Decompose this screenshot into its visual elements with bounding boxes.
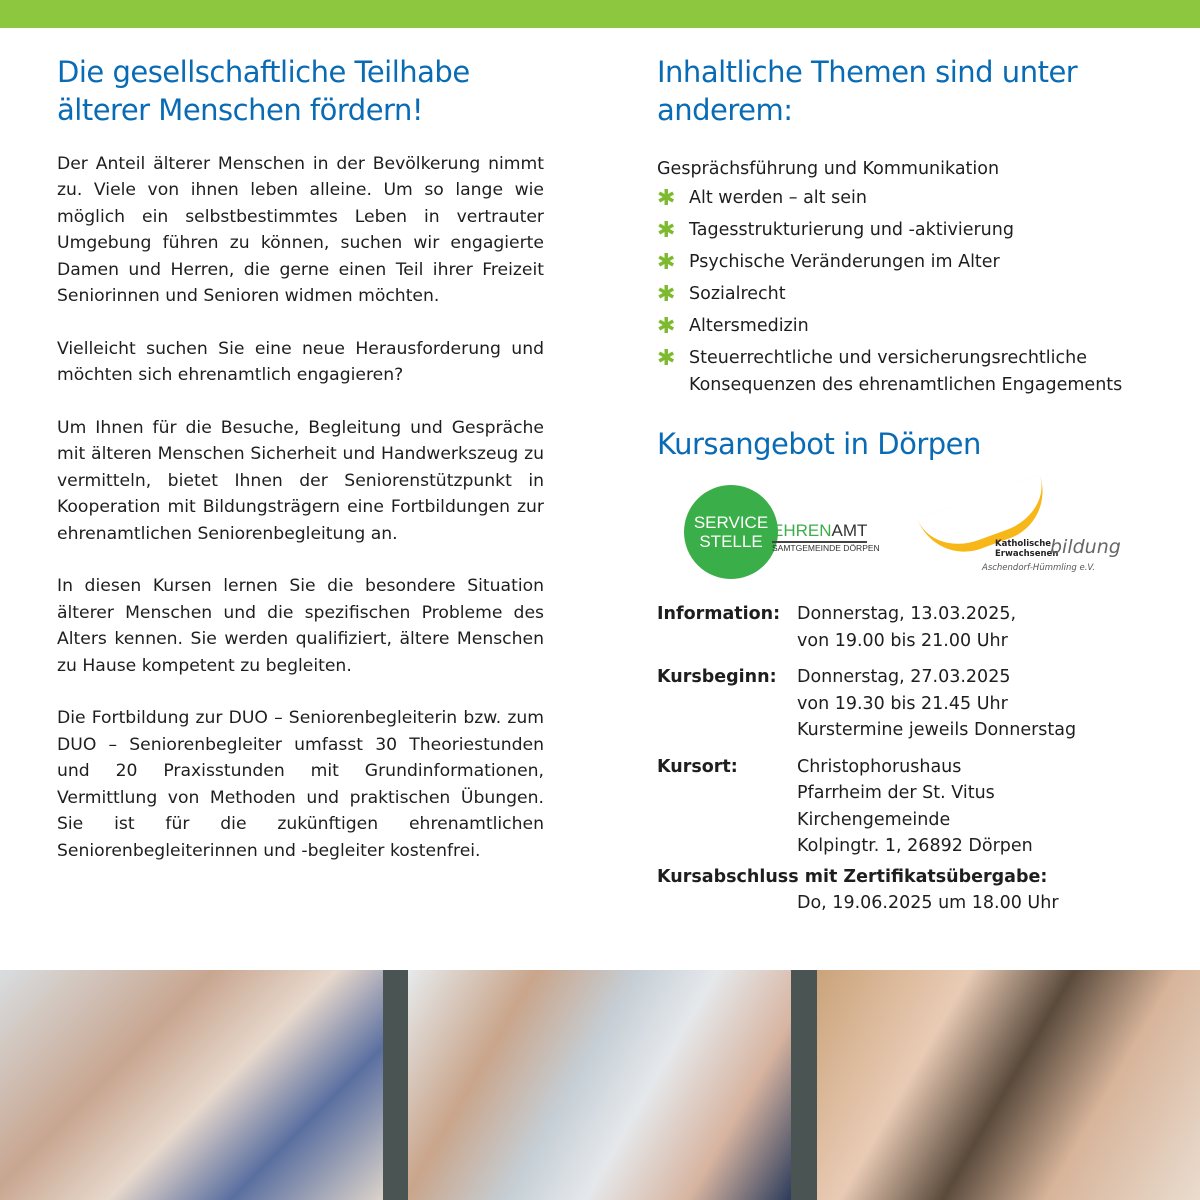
asterisk-icon: ✱	[657, 314, 676, 339]
logo-text: SERVICE	[693, 513, 769, 532]
asterisk-icon: ✱	[657, 346, 676, 371]
topic-text: Sozialrecht	[689, 284, 786, 304]
list-item	[657, 345, 1137, 399]
topic-text: Steuerrechtliche und versicherungsrechtliche Konsequenzen des ehrenamtlichen Engagements	[689, 348, 1123, 395]
info-line: von 19.30 bis 21.45 Uhr	[797, 693, 1008, 714]
info-value	[797, 601, 1137, 654]
paragraph: Um Ihnen für die Besuche, Begleitung und Gespräche mit älteren Menschen Sicherheit und Handwerkszeug zu vermitteln, bietet Ihnen der Seniorenstützpunkt in Kooperation mit Bildungsträgern eine Fortbildungen zur ehrenamtlichen Seniorenbegleitung an.	[57, 418, 544, 544]
list-item	[657, 281, 1137, 308]
logo-text: STELLE	[699, 532, 763, 551]
photo-senior-with-young-woman	[817, 970, 1200, 1200]
right-column	[657, 53, 1137, 917]
keb-logo	[922, 481, 1122, 581]
paragraph: Vielleicht suchen Sie eine neue Herausforderung und möchten sich ehrenamtlich engagieren?	[57, 338, 544, 386]
asterisk-icon: ✱	[657, 218, 676, 243]
partner-logos	[657, 481, 1137, 581]
photo-seniors-smartphone	[0, 970, 383, 1200]
logo-text: Katholische	[995, 539, 1052, 549]
info-line: Donnerstag, 13.03.2025,	[797, 604, 1017, 624]
info-value	[797, 664, 1137, 744]
info-value	[797, 754, 1137, 860]
heading-line: anderem:	[657, 93, 793, 127]
info-line: Kirchengemeinde	[797, 809, 951, 830]
paragraph: Die Fortbildung zur DUO – Seniorenbegleiterin bzw. zum DUO – Seniorenbegleiter umfasst 30 Theoriestunden und 20 Praxisstunden mit Grundinformationen, Vermittlung von Methoden und praktischen Übungen. Sie ist für die zukünftigen ehrenamtlichen Seniorenbegleiterinnen und -begleiter kostenfrei.	[57, 708, 544, 861]
ehrenamt-logo-text	[772, 521, 867, 543]
topic-text: Altersmedizin	[689, 316, 809, 336]
topics-list	[657, 185, 1137, 399]
left-heading	[57, 53, 544, 129]
list-item	[657, 313, 1137, 340]
logo-text: SAMTGEMEINDE DÖRPEN	[772, 543, 880, 553]
heading-line: Inhaltliche Themen sind unter	[657, 55, 1078, 89]
heading-line: Die gesellschaftliche Teilhabe	[57, 55, 470, 89]
list-item	[657, 217, 1137, 244]
topics-intro: Gesprächsführung und Kommunikation	[657, 159, 1000, 179]
logo-text: AMT	[831, 521, 868, 540]
top-green-bar	[0, 0, 1200, 28]
topic-text: Tagesstrukturierung und -aktivierung	[689, 220, 1014, 240]
list-item	[657, 185, 1137, 212]
info-line: von 19.00 bis 21.00 Uhr	[797, 630, 1008, 651]
photo-strip	[0, 970, 1200, 1200]
info-label: Kursbeginn:	[657, 667, 777, 687]
heading-line: älterer Menschen fördern!	[57, 93, 423, 127]
info-value: Do, 19.06.2025 um 18.00 Uhr	[797, 893, 1059, 913]
logo-text: EHREN	[772, 521, 832, 540]
logo-text: Aschendorf-Hümmling e.V.	[982, 563, 1095, 573]
logo-text	[995, 539, 1058, 559]
servicestelle-logo	[684, 485, 778, 579]
course-completion	[657, 864, 1137, 917]
info-line: Christophorushaus	[797, 756, 962, 777]
topic-text: Psychische Veränderungen im Alter	[689, 252, 1000, 272]
info-line: Kurstermine jeweils Donnerstag	[797, 720, 1077, 740]
topic-text: Alt werden – alt sein	[689, 188, 867, 208]
info-label: Kursabschluss mit Zertifikatsübergabe:	[657, 866, 1048, 887]
info-label: Information:	[657, 604, 781, 624]
left-column	[57, 53, 544, 890]
asterisk-icon: ✱	[657, 250, 676, 275]
logo-text: Erwachsenen	[995, 549, 1059, 559]
info-line: Kolpingtr. 1, 26892 Dörpen	[797, 836, 1033, 856]
logo-text: bildung	[1050, 536, 1121, 558]
list-item	[657, 249, 1137, 276]
course-heading: Kursangebot in Dörpen	[657, 427, 981, 461]
photo-seniors-group	[408, 970, 791, 1200]
asterisk-icon: ✱	[657, 186, 676, 211]
info-label: Kursort:	[657, 756, 738, 777]
info-line: Pfarrheim der St. Vitus	[797, 783, 995, 803]
asterisk-icon: ✱	[657, 282, 676, 307]
info-line: Donnerstag, 27.03.2025	[797, 667, 1011, 687]
paragraph: In diesen Kursen lernen Sie die besondere Situation älterer Menschen und die spezifischen Probleme des Alters kennen. Sie werden qualifiziert, ältere Menschen zu Hause kompetent zu begleiten.	[57, 576, 544, 676]
topics-heading	[657, 53, 1137, 129]
paragraph: Der Anteil älterer Menschen in der Bevölkerung nimmt zu. Viele von ihnen leben alleine. Um so lange wie möglich ein selbstbestimmtes Leben in vertrauter Umgebung führen zu können, suchen wir engagierte Damen und Herren, die gerne einen Teil ihrer Freizeit Seniorinnen und Senioren widmen möchten.	[57, 154, 544, 307]
course-info	[657, 601, 1137, 860]
